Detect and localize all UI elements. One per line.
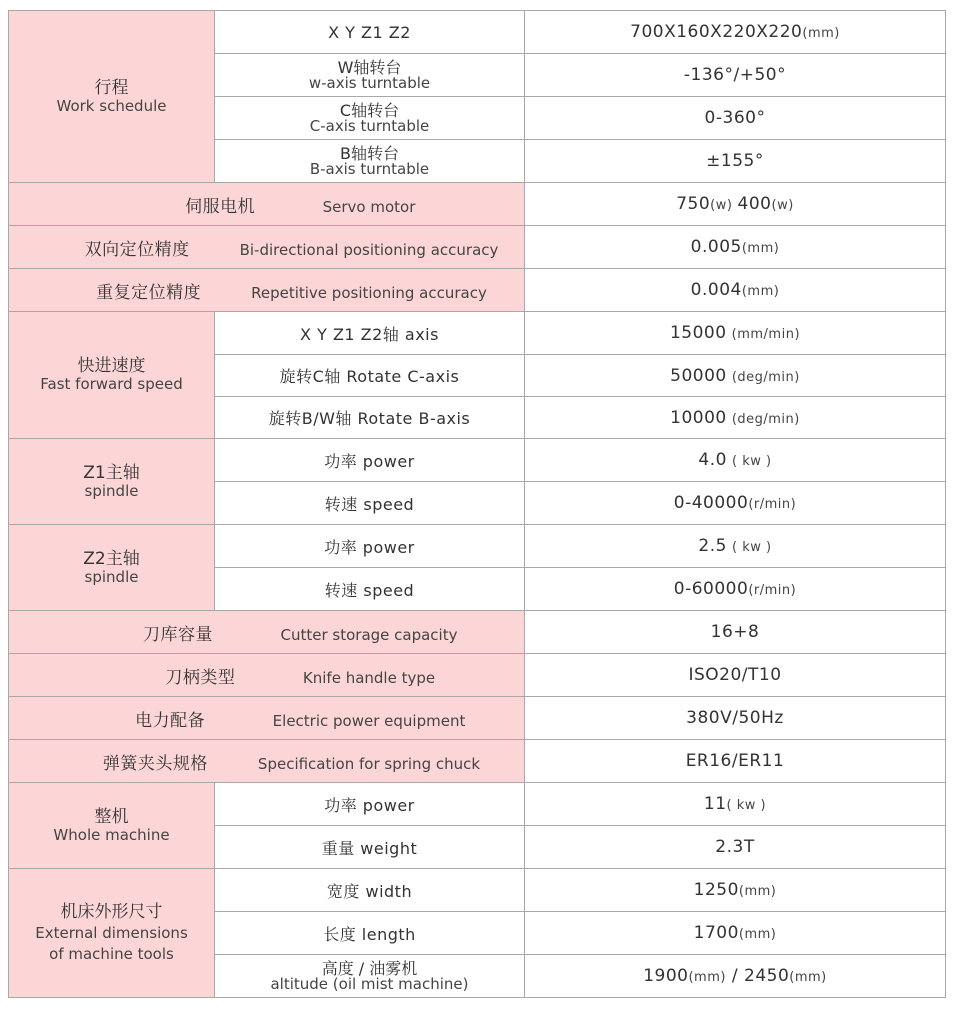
sub-label [215, 568, 525, 611]
label-spring-chuck [9, 740, 525, 783]
category-label-en: Work schedule [56, 96, 167, 115]
value-cell [525, 955, 946, 998]
value-text: ER16/ER11 [685, 751, 785, 771]
value-cell [525, 226, 946, 269]
sub-label [215, 312, 525, 355]
label-en: Electric power equipment [272, 711, 466, 730]
table-row [9, 226, 946, 269]
value-text: 380V/50Hz [686, 708, 784, 728]
value-text: 750 [676, 194, 711, 214]
table-row [9, 697, 946, 740]
value-cell [525, 654, 946, 697]
unit-text: (w) [771, 198, 794, 213]
unit-text: (mm) [741, 241, 780, 256]
table-row [9, 525, 946, 568]
sub-label [215, 826, 525, 869]
value-text: -136°/+50° [683, 65, 787, 85]
value-cell [525, 697, 946, 740]
value-text: 1700 [693, 923, 739, 943]
category-external-dimensions [9, 869, 215, 998]
value-text: 700X160X220X220 [630, 22, 803, 42]
value-cell [525, 826, 946, 869]
value-text: ISO20/T10 [688, 665, 782, 685]
sub-label [215, 525, 525, 568]
label-zh: 双向定位精度 [84, 239, 190, 260]
unit-text: (deg/min) [731, 369, 800, 385]
sub-label-text: 功率 power [324, 537, 415, 557]
value-cell [525, 611, 946, 654]
label-zh: 伺服电机 [185, 196, 256, 217]
sub-label [215, 11, 525, 54]
sub-label-text: 长度 length [323, 924, 416, 944]
category-whole-machine [9, 783, 215, 869]
value-text: 1900 [643, 966, 689, 986]
value-cell [525, 183, 946, 226]
value-text: 16+8 [710, 622, 760, 642]
label-en: Knife handle type [302, 668, 436, 687]
sub-label-en: altitude (oil mist machine) [270, 974, 469, 993]
unit-text: (mm) [738, 884, 777, 899]
sub-label [215, 912, 525, 955]
label-en: Servo motor [322, 197, 416, 216]
category-fast-forward-speed [9, 312, 215, 439]
unit-text: (mm) [789, 970, 827, 985]
value-text: 0-360° [704, 108, 766, 128]
sub-label [215, 355, 525, 397]
value-cell [525, 740, 946, 783]
value-text: 15000 [669, 323, 727, 343]
sub-label [215, 955, 525, 998]
value-cell [525, 312, 946, 355]
label-en: Repetitive positioning accuracy [251, 283, 487, 302]
sub-label [215, 439, 525, 482]
value-cell [525, 783, 946, 826]
sub-label-text: X Y Z1 Z2 [328, 22, 411, 42]
value-text: 0.005 [690, 237, 742, 257]
value-text: 2.5 [698, 536, 727, 556]
sub-label-text: 旋转B/W轴 Rotate B-axis [268, 409, 471, 428]
sub-label-en: C-axis turntable [309, 116, 430, 135]
table-row [9, 783, 946, 826]
label-repetitive-accuracy [9, 269, 525, 312]
sub-label-text: 功率 power [324, 795, 415, 815]
value-text: 0-60000 [673, 579, 749, 599]
category-z1-spindle [9, 439, 215, 525]
label-en: Specification for spring chuck [257, 754, 481, 773]
sub-label [215, 97, 525, 140]
sub-label [215, 54, 525, 97]
table-row [9, 11, 946, 54]
table-row [9, 312, 946, 355]
sub-label [215, 397, 525, 439]
spec-table [8, 10, 946, 998]
category-label-zh: 快进速度 [77, 356, 146, 377]
value-text: 400 [737, 194, 772, 214]
unit-text: (r/min) [748, 497, 797, 512]
label-electric-power [9, 697, 525, 740]
value-cell [525, 97, 946, 140]
category-label-en: spindle [84, 567, 139, 586]
sub-label-en: B-axis turntable [309, 159, 430, 178]
sub-label-text: X Y Z1 Z2轴 axis [300, 324, 439, 344]
value-text: ±155° [706, 151, 764, 171]
category-work-schedule [9, 11, 215, 183]
sub-label-text: 转速 speed [324, 494, 415, 514]
label-cutter-storage [9, 611, 525, 654]
sub-label [215, 869, 525, 912]
sub-label-text: 宽度 width [326, 881, 413, 901]
category-label-en: External dimensions [35, 924, 188, 943]
label-bidirectional-accuracy [9, 226, 525, 269]
value-cell [525, 568, 946, 611]
table-row [9, 654, 946, 697]
value-cell [525, 355, 946, 397]
value-text: 0-40000 [673, 493, 749, 513]
value-text: 4.0 [698, 450, 727, 470]
category-label-en: of machine tools [49, 944, 174, 963]
category-label-zh: Z1主轴 [83, 462, 140, 483]
unit-text: ( kw ) [732, 454, 772, 469]
value-cell [525, 11, 946, 54]
value-cell [525, 439, 946, 482]
label-en: Cutter storage capacity [280, 625, 458, 644]
unit-text: (w) [710, 198, 733, 213]
value-cell [525, 269, 946, 312]
label-zh: 刀库容量 [143, 624, 213, 645]
label-en: Bi-directional positioning accuracy [239, 240, 499, 259]
sub-label [215, 140, 525, 183]
label-knife-handle [9, 654, 525, 697]
value-cell [525, 525, 946, 568]
label-zh: 弹簧夹头规格 [102, 753, 208, 774]
sub-label-text: 旋转C轴 Rotate C-axis [279, 367, 460, 386]
category-label-zh: 行程 [94, 77, 129, 98]
sub-label [215, 482, 525, 525]
category-label-zh: 整机 [94, 806, 129, 827]
table-row [9, 611, 946, 654]
sub-label-zh: 高度 / 油雾机 [321, 958, 418, 978]
value-text: 1250 [693, 880, 739, 900]
unit-text: (mm/min) [731, 327, 801, 342]
value-cell [525, 869, 946, 912]
category-z2-spindle [9, 525, 215, 611]
label-servo-motor [9, 183, 525, 226]
value-text: 50000 [670, 365, 727, 386]
sub-label [215, 783, 525, 826]
unit-text: ( kw ) [726, 798, 767, 813]
category-label-zh: Z2主轴 [83, 548, 140, 569]
label-zh: 重复定位精度 [96, 282, 202, 303]
category-label-en: spindle [84, 481, 139, 500]
sub-label-text: 转速 speed [324, 580, 415, 600]
value-cell [525, 397, 946, 439]
value-text: 11 [703, 794, 727, 814]
category-label-en: Whole machine [53, 825, 170, 844]
label-zh: 刀柄类型 [165, 667, 236, 688]
sub-label-en: w-axis turntable [308, 73, 431, 92]
value-separator: / [725, 966, 745, 986]
value-text: 2450 [744, 966, 790, 986]
unit-text: (mm) [688, 970, 726, 985]
table-row [9, 439, 946, 482]
value-cell [525, 140, 946, 183]
value-text: 10000 [670, 407, 727, 428]
unit-text: (r/min) [748, 583, 797, 598]
value-cell [525, 482, 946, 525]
sub-label-zh: B轴转台 [340, 143, 399, 163]
category-label-en: Fast forward speed [40, 375, 183, 394]
unit-text: (mm) [738, 927, 777, 942]
table-row [9, 869, 946, 912]
value-cell [525, 54, 946, 97]
unit-text: (mm) [741, 284, 780, 299]
table-row [9, 183, 946, 226]
sub-label-zh: W轴转台 [337, 57, 402, 77]
value-text: 0.004 [690, 280, 742, 300]
sub-label-zh: C轴转台 [339, 100, 400, 120]
table-row [9, 269, 946, 312]
table-row [9, 740, 946, 783]
category-label-zh: 机床外形尺寸 [60, 902, 163, 923]
sub-label-text: 重量 weight [321, 838, 418, 858]
value-text: 2.3T [715, 837, 755, 857]
unit-text: (mm) [802, 26, 840, 41]
sub-label-text: 功率 power [324, 451, 415, 471]
label-zh: 电力配备 [135, 710, 206, 731]
value-cell [525, 912, 946, 955]
unit-text: (deg/min) [731, 411, 800, 427]
unit-text: ( kw ) [732, 540, 772, 555]
